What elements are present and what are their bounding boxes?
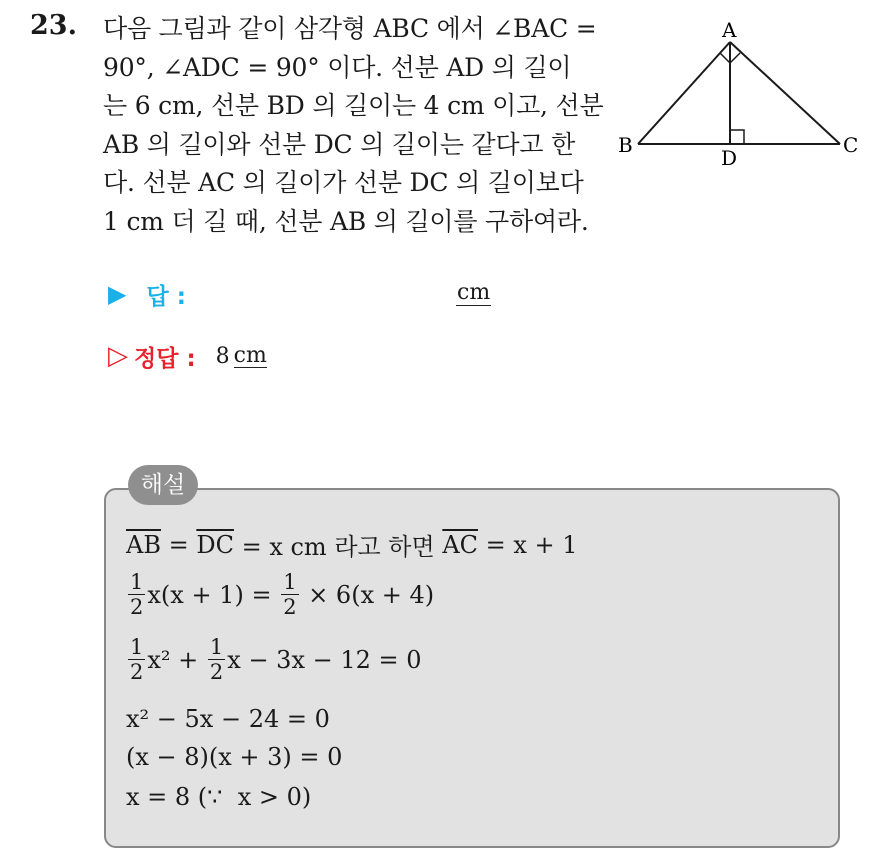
correct-answer-value: 8 bbox=[215, 343, 230, 369]
explanation-line-3 bbox=[126, 635, 422, 684]
answer-label: 답 : bbox=[146, 283, 186, 310]
side-ac bbox=[730, 42, 840, 144]
denominator: 2 bbox=[130, 660, 144, 684]
assumption-text: = x cm 라고 하면 bbox=[233, 533, 443, 561]
label-c: C bbox=[843, 133, 859, 157]
fraction bbox=[208, 635, 225, 684]
fraction bbox=[128, 570, 145, 619]
correct-arrow-icon: ▷ bbox=[108, 341, 128, 371]
area-expression: × 6(x + 4) bbox=[300, 580, 435, 609]
explanation-line-1 bbox=[126, 527, 578, 562]
denominator: 2 bbox=[283, 595, 297, 619]
correct-answer-unit: cm bbox=[233, 342, 267, 368]
problem-line: 다. 선분 AC 의 길이가 선분 DC 의 길이보다 bbox=[103, 168, 584, 197]
problem-line: 는 6 cm, 선분 BD 의 길이는 4 cm 이고, 선분 bbox=[103, 91, 604, 120]
denominator: 2 bbox=[130, 595, 144, 619]
side-ab bbox=[638, 42, 730, 144]
problem-text bbox=[103, 10, 608, 241]
equals: = bbox=[160, 530, 197, 559]
problem-line: 다음 그림과 같이 삼각형 ABC 에서 ∠BAC = bbox=[103, 14, 597, 43]
label-d: D bbox=[721, 146, 738, 170]
explanation-line-4: x² − 5x − 24 = 0 bbox=[126, 705, 330, 733]
area-expression: x(x + 1) = bbox=[147, 580, 280, 609]
numerator: 1 bbox=[130, 570, 144, 594]
segment-dc: $\overline{DC}$ bbox=[196, 530, 234, 559]
right-angle-mark-d bbox=[730, 130, 744, 144]
correct-answer-row bbox=[108, 339, 267, 373]
label-b: B bbox=[618, 133, 633, 157]
answer-blank[interactable]: cm bbox=[457, 280, 491, 305]
explanation-line-6: x = 8 (∵ x > 0) bbox=[126, 783, 312, 811]
correct-answer-label: 정답 : bbox=[134, 345, 196, 372]
problem-line: AB 의 길이와 선분 DC 의 길이는 같다고 한 bbox=[103, 129, 576, 159]
explanation-tag: 해설 bbox=[128, 465, 198, 505]
label-a: A bbox=[722, 18, 737, 42]
equation-expression: x² + bbox=[147, 645, 206, 674]
answer-row bbox=[108, 277, 186, 311]
numerator: 1 bbox=[209, 635, 224, 659]
problem-line: 1 cm 더 길 때, 선분 AB 의 길이를 구하여라. bbox=[103, 206, 589, 236]
numerator: 1 bbox=[130, 635, 144, 659]
equation-expression: x − 3x − 12 = 0 bbox=[227, 645, 422, 674]
segment-ab: $\overline{AB}$ bbox=[126, 530, 161, 559]
segment-ac: $\overline{AC}$ bbox=[442, 530, 479, 559]
triangle-figure bbox=[614, 18, 864, 178]
question-number: 23. bbox=[30, 10, 77, 41]
fraction bbox=[128, 635, 145, 684]
fraction bbox=[281, 570, 298, 619]
explanation-line-2 bbox=[126, 570, 434, 619]
ac-expression: = x + 1 bbox=[478, 530, 578, 559]
numerator: 1 bbox=[283, 570, 297, 594]
answer-arrow-icon: ▶ bbox=[108, 280, 127, 308]
problem-line: 90°, ∠ADC = 90° 이다. 선분 AD 의 길이 bbox=[103, 52, 572, 82]
explanation-line-5: (x − 8)(x + 3) = 0 bbox=[126, 743, 343, 771]
denominator: 2 bbox=[209, 660, 224, 684]
